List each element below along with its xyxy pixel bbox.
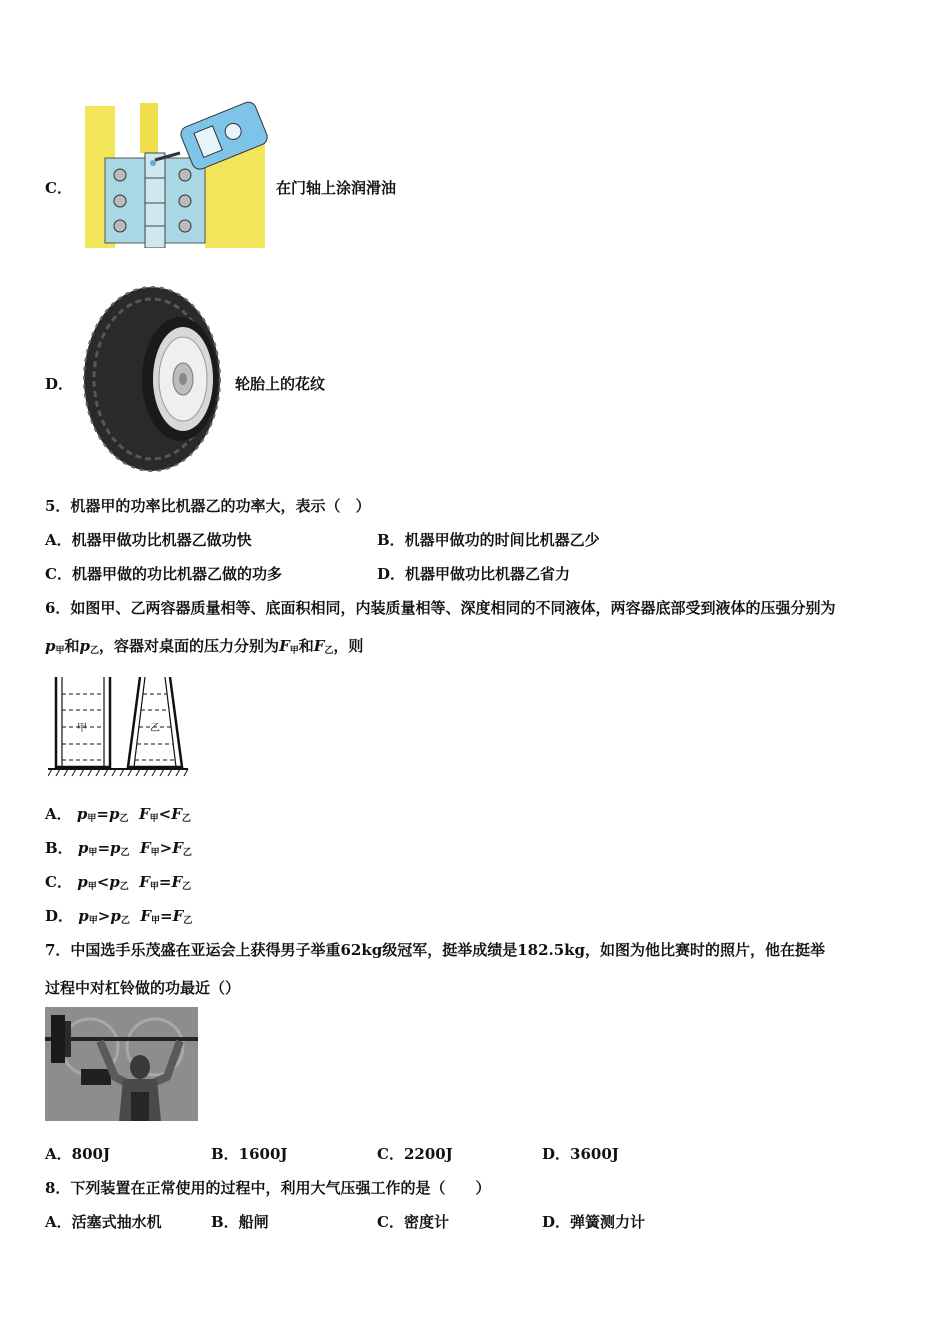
tire-tread-image (80, 285, 225, 473)
sub-jia: 甲 (289, 646, 299, 656)
q7-option-c: C．2200J (377, 1145, 453, 1163)
var-p: p (78, 907, 89, 925)
relation-p: > (97, 907, 111, 925)
word-he: 和 (64, 637, 80, 655)
q6-stem-end: ，则 (333, 637, 364, 655)
var-F: F (279, 637, 290, 655)
q6-option-letter: A． (45, 805, 72, 823)
var-p: p (45, 637, 56, 655)
sub-yi: 乙 (183, 916, 193, 926)
sub-jia: 甲 (149, 882, 159, 892)
var-F: F (172, 839, 183, 857)
var-p: p (76, 805, 88, 823)
option-c-text: 在门轴上涂润滑油 (276, 179, 397, 197)
q7-stem-line1: 7．中国选手乐茂盛在亚运会上获得男子举重62kg级冠军，挺举成绩是182.5kg，如图为他比赛时的照片，他在挺举 (45, 941, 826, 959)
q6-option-letter: B． (45, 839, 73, 857)
var-p: p (109, 873, 120, 891)
var-F: F (140, 907, 151, 925)
q6-option-letter: C． (45, 873, 72, 891)
relation-F: = (158, 873, 172, 891)
var-p: p (108, 805, 120, 823)
q6-stem-line1: 6．如图甲、乙两容器质量相等、底面积相同，内装质量相等、深度相同的不同液体，两容器底部受到液体的压强分别为 (45, 599, 836, 617)
option-d-text: 轮胎上的花纹 (235, 375, 326, 393)
option-d-letter: D． (45, 375, 74, 393)
q5-option-a: A．机器甲做功比机器乙做功快 (45, 531, 252, 549)
option-c-letter: C． (45, 179, 72, 197)
sub-yi: 乙 (120, 848, 130, 858)
q6-option-letter: D． (45, 907, 74, 925)
weightlifter-photo (45, 1007, 198, 1121)
relation-p: = (97, 839, 111, 857)
relation-F: > (159, 839, 173, 857)
var-p: p (77, 873, 88, 891)
sub-yi: 乙 (119, 814, 129, 824)
relation-F: < (158, 805, 172, 823)
q7-option-a: A．800J (45, 1145, 111, 1163)
container-label-yi: 乙 (150, 723, 160, 734)
q7-option-b: B．1600J (211, 1145, 288, 1163)
q6-stem-line2 (45, 635, 363, 656)
var-F: F (171, 873, 183, 891)
word-he: 和 (298, 637, 314, 655)
q7-option-d: D．3600J (542, 1145, 619, 1163)
q8-stem: 8．下列装置在正常使用的过程中，利用大气压强工作的是（ ） (45, 1179, 491, 1197)
q5-option-d: D．机器甲做功比机器乙省力 (377, 565, 571, 583)
var-p: p (77, 839, 89, 857)
sub-yi: 乙 (90, 646, 100, 656)
sub-jia: 甲 (88, 848, 98, 858)
relation-F: = (159, 907, 173, 925)
q6-option-c (45, 871, 191, 892)
q6-stem-mid: ，容器对桌面的压力分别为 (99, 637, 280, 655)
q8-option-d: D．弹簧测力计 (542, 1213, 646, 1231)
q5-option-b: B．机器甲做功的时间比机器乙少 (377, 531, 600, 549)
sub-jia: 甲 (150, 916, 160, 926)
var-p: p (79, 637, 91, 655)
sub-jia: 甲 (150, 848, 160, 858)
q6-option-b (45, 837, 192, 858)
sub-yi: 乙 (182, 848, 192, 858)
sub-yi: 乙 (181, 814, 191, 824)
q6-option-d (45, 905, 192, 926)
q7-stem-line2: 过程中对杠铃做的功最近（） (45, 979, 241, 997)
var-F: F (313, 637, 325, 655)
sub-jia: 甲 (88, 916, 98, 926)
q8-option-a: A．活塞式抽水机 (45, 1213, 162, 1231)
q5-option-c: C．机器甲做的功比机器乙做的功多 (45, 565, 282, 583)
var-F: F (139, 839, 151, 857)
var-F: F (138, 805, 150, 823)
q8-option-c: C．密度计 (377, 1213, 449, 1231)
sub-yi: 乙 (119, 882, 129, 892)
containers-diagram (48, 672, 190, 778)
container-label-jia: 甲 (77, 723, 87, 734)
relation-p: = (96, 805, 109, 823)
sub-yi: 乙 (120, 916, 130, 926)
sub-jia: 甲 (149, 814, 159, 824)
var-p: p (110, 839, 121, 857)
var-p: p (110, 907, 121, 925)
q5-stem: 5．机器甲的功率比机器乙的功率大，表示（ ） (45, 497, 371, 515)
relation-p: < (96, 873, 110, 891)
var-F: F (139, 873, 150, 891)
sub-jia: 甲 (55, 646, 65, 656)
var-F: F (172, 907, 184, 925)
door-hinge-oil-image (80, 98, 275, 248)
q8-option-b: B．船闸 (211, 1213, 269, 1231)
sub-yi: 乙 (324, 646, 334, 656)
sub-jia: 甲 (87, 814, 97, 824)
var-F: F (171, 805, 182, 823)
sub-yi: 乙 (182, 882, 192, 892)
q6-option-a (45, 803, 191, 824)
sub-jia: 甲 (87, 882, 97, 892)
